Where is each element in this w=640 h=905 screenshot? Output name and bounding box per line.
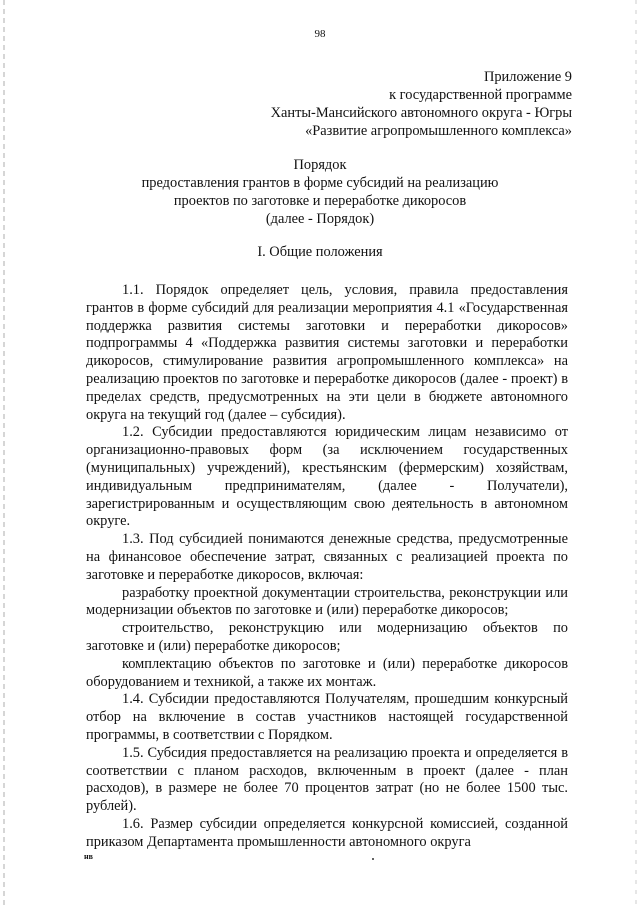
appendix-line: Приложение 9 (483, 69, 572, 85)
appendix-header (271, 68, 572, 140)
paragraph: разработку проектной документации строительства, реконструкции или модернизации объектов по заготовке и (или) переработке дикоросов; (86, 584, 568, 619)
scan-edge-right (635, 0, 637, 905)
appendix-line: «Развитие агропромышленного комплекса» (305, 123, 572, 139)
footer-mark: нв (84, 852, 93, 861)
paragraph: 1.5. Субсидия предоставляется на реализацию проекта и определяется в соответствии с планом расходов, включенным в проект (далее - план расходов), в размере не более 70 процентов затрат (но не более 1500 тыс. рублей). (86, 744, 568, 815)
paragraph: строительство, реконструкцию или модернизацию объектов по заготовке и (или) переработке дикоросов; (86, 620, 568, 654)
title-line: Порядок (293, 157, 347, 173)
paragraph: комплектацию объектов по заготовке и (или) переработке дикоросов оборудованием и техникой, а также их монтаж. (86, 655, 568, 690)
title-line: предоставления грантов в форме субсидий на реализацию (141, 175, 499, 191)
page-number: 98 (314, 28, 326, 40)
paragraph: 1.3. Под субсидией понимаются денежные средства, предусмотренные на финансовое обеспечение затрат, связанных с реализацией проекта по заготовке и переработке дикоросов, включая: (86, 531, 568, 583)
title-line: (далее - Порядок) (265, 211, 375, 227)
body-text (86, 282, 568, 852)
scan-edge-left (3, 0, 5, 905)
paragraph: 1.6. Размер субсидии определяется конкурсной комиссией, созданной приказом Департамента промышленности автономного округа (86, 815, 568, 850)
scan-dot (372, 858, 374, 860)
appendix-line: к государственной программе (389, 87, 572, 103)
paragraph: 1.4. Субсидии предоставляются Получателям, прошедшим конкурсный отбор на включение в состав участников настоящей государственной программы, в соответствии с Порядком. (86, 691, 568, 743)
document-title (0, 156, 640, 228)
title-line: проектов по заготовке и переработке дикоросов (173, 193, 467, 209)
paragraph: 1.1. Порядок определяет цель, условия, правила предоставления грантов в форме субсидий для реализации мероприятия 4.1 «Государственная поддержка развития системы заготовки и переработки дикоросов» подпрограммы 4 «Поддержка развития системы заготовки и переработки дикоросов, стимулирование развития агропромышленного комплекса» на реализацию проектов по заготовке и переработке дикоросов (далее - проект) в пределах средств, предусмотренных на эти цели в бюджете автономного округа на текущий год (далее – субсидия). (86, 282, 568, 423)
appendix-line: Ханты-Мансийского автономного округа - Югры (270, 105, 572, 121)
paragraph: 1.2. Субсидии предоставляются юридическим лицам независимо от организационно-правовых форм (за исключением государственных (муниципальных) учреждений), крестьянским (фермерским) хозяйствам, индивидуальным предпринимателям, (далее - Получатели), зарегистрированным и осуществляющим свою деятельность в автономном округе. (86, 424, 568, 530)
section-heading: I. Общие положения (257, 244, 383, 260)
